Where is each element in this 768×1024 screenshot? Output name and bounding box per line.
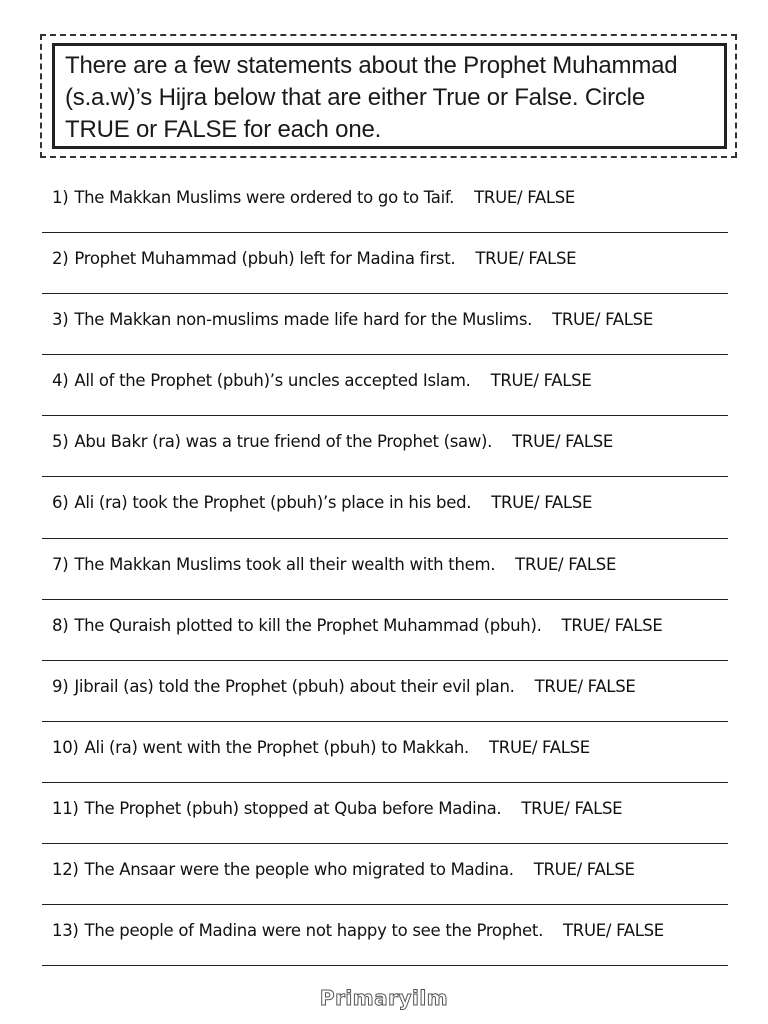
statement-number: 11) [52,798,79,818]
true-false-choice[interactable]: TRUE/ FALSE [474,188,576,207]
statement-number: 2) [52,249,69,269]
true-false-choice[interactable]: TRUE/ FALSE [515,554,617,574]
statement-number: 8) [52,615,69,635]
true-false-choice[interactable]: TRUE/ FALSE [561,615,663,635]
statement-text: All of the Prophet (pbuh)’s uncles accepted Islam. [74,371,471,391]
statement-number: 12) [52,860,79,880]
statement-row-3 [42,294,728,355]
statement-row-5 [42,416,728,477]
statement-list [42,172,728,966]
brand-logo: Primaryilm [319,986,449,1010]
statement-text: Abu Bakr (ra) was a true friend of the Prophet (saw). [74,432,493,452]
true-false-choice[interactable]: TRUE/ FALSE [491,493,593,513]
true-false-choice[interactable]: TRUE/ FALSE [552,310,653,330]
statement-number: 6) [52,493,69,513]
statement-number: 13) [52,921,79,941]
statement-row-9 [42,661,728,722]
statement-row-7 [42,539,728,600]
statement-text: The people of Madina were not happy to see the Prophet. [84,921,544,941]
true-false-choice[interactable]: TRUE/ FALSE [521,798,623,818]
statement-number: 9) [52,676,69,696]
statement-text: Prophet Muhammad (pbuh) left for Madina first. [74,249,456,269]
statement-row-8 [42,600,728,661]
statement-number: 7) [52,554,69,574]
statement-row-2 [42,233,728,294]
statement-row-13 [42,905,728,966]
true-false-choice[interactable]: TRUE/ FALSE [512,432,614,452]
statement-row-10 [42,722,728,783]
statement-row-12 [42,844,728,905]
instructions-text: There are a few statements about the Prophet Muhammad (s.a.w)’s Hijra below that are either True or False. Circle TRUE or FALSE for each one. [65,52,678,143]
true-false-choice[interactable]: TRUE/ FALSE [475,249,577,269]
statement-row-6 [42,477,728,538]
statement-row-1 [42,172,728,233]
statement-number: 4) [52,371,69,391]
statement-number: 5) [52,432,69,452]
true-false-choice[interactable]: TRUE/ FALSE [563,921,664,941]
statement-text: The Makkan non-muslims made life hard for the Muslims. [74,310,533,330]
statement-row-11 [42,783,728,844]
statement-text: The Makkan Muslims were ordered to go to Taif. [74,188,455,207]
statement-number: 1) [52,188,69,207]
statement-text: Ali (ra) went with the Prophet (pbuh) to Makkah. [84,737,469,757]
statement-text: The Ansaar were the people who migrated to Madina. [84,860,514,880]
true-false-choice[interactable]: TRUE/ FALSE [534,676,636,696]
statement-text: The Makkan Muslims took all their wealth with them. [74,554,496,574]
statement-text: Jibrail (as) told the Prophet (pbuh) about their evil plan. [74,676,515,696]
statement-number: 10) [52,737,79,757]
statement-text: The Quraish plotted to kill the Prophet Muhammad (pbuh). [74,615,542,635]
true-false-choice[interactable]: TRUE/ FALSE [490,371,592,391]
statement-row-4 [42,355,728,416]
instructions-box [52,43,727,149]
true-false-choice[interactable]: TRUE/ FALSE [489,737,590,757]
statement-number: 3) [52,310,69,330]
statement-text: Ali (ra) took the Prophet (pbuh)’s place in his bed. [74,493,472,513]
true-false-choice[interactable]: TRUE/ FALSE [533,860,635,880]
statement-text: The Prophet (pbuh) stopped at Quba before Madina. [84,798,502,818]
